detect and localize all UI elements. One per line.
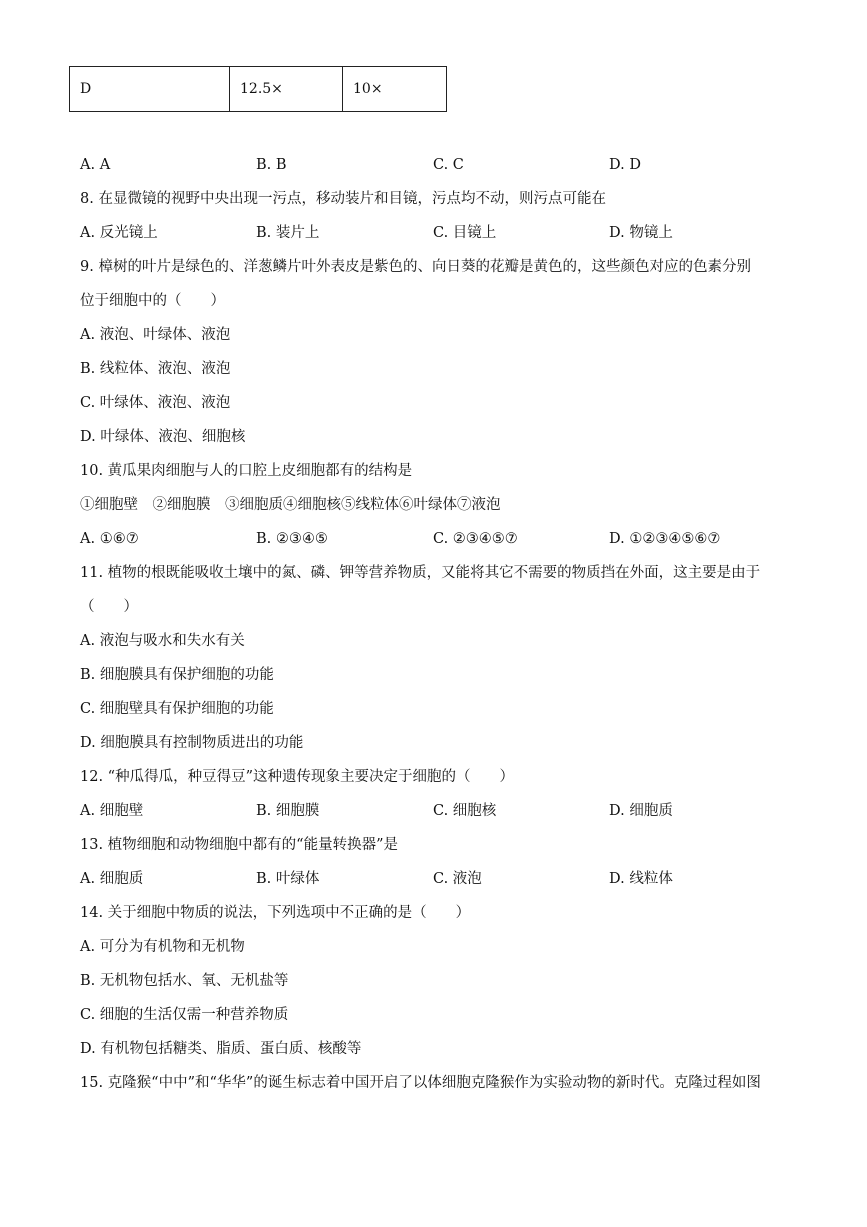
q12-option-b: B. 细胞膜 — [256, 803, 320, 819]
q10-option-d: D. ①②③④⑤⑥⑦ — [609, 531, 721, 547]
q11-stem-line2: （ ） — [80, 599, 138, 615]
q13-option-b: B. 叶绿体 — [256, 871, 320, 887]
q7-option-c: C. C — [433, 157, 464, 173]
q11-option-d: D. 细胞膜具有控制物质进出的功能 — [80, 735, 304, 751]
q11-option-a: A. 液泡与吸水和失水有关 — [80, 633, 245, 649]
q12-option-c: C. 细胞核 — [433, 803, 497, 819]
table-cell-objective: 10× — [343, 67, 447, 112]
q8-option-a: A. 反光镜上 — [80, 225, 158, 241]
table-cell-option: D — [70, 67, 230, 112]
q13-option-a: A. 细胞质 — [80, 871, 144, 887]
q9-option-b: B. 线粒体、液泡、液泡 — [80, 361, 231, 377]
q14-option-d: D. 有机物包括糖类、脂质、蛋白质、核酸等 — [80, 1041, 362, 1057]
q10-stem: 10. 黄瓜果肉细胞与人的口腔上皮细胞都有的结构是 — [80, 463, 413, 479]
q14-option-c: C. 细胞的生活仅需一种营养物质 — [80, 1007, 289, 1023]
q9-option-c: C. 叶绿体、液泡、液泡 — [80, 395, 231, 411]
q15-stem: 15. 克隆猴“中中”和“华华”的诞生标志着中国开启了以体细胞克隆猴作为实验动物的新时代。克隆过程如图 — [80, 1075, 761, 1091]
q10-structure-list: ①细胞壁 ②细胞膜 ③细胞质④细胞核⑤线粒体⑥叶绿体⑦液泡 — [80, 497, 501, 513]
q8-option-b: B. 装片上 — [256, 225, 320, 241]
q13-option-d: D. 线粒体 — [609, 871, 673, 887]
table-cell-eyepiece: 12.5× — [230, 67, 343, 112]
q7-option-b: B. B — [256, 157, 287, 173]
q12-stem: 12. “种瓜得瓜，种豆得豆”这种遗传现象主要决定于细胞的（ ） — [80, 769, 514, 785]
q12-option-a: A. 细胞壁 — [80, 803, 144, 819]
q14-stem: 14. 关于细胞中物质的说法，下列选项中不正确的是（ ） — [80, 905, 471, 921]
q10-option-c: C. ②③④⑤⑦ — [433, 531, 518, 547]
table-row — [70, 67, 447, 112]
q8-stem: 8. 在显微镜的视野中央出现一污点，移动装片和目镜，污点均不动，则污点可能在 — [80, 191, 606, 207]
q9-stem-line2: 位于细胞中的（ ） — [80, 293, 225, 309]
q12-option-d: D. 细胞质 — [609, 803, 673, 819]
q7-option-a: A. A — [80, 157, 111, 173]
q11-stem-line1: 11. 植物的根既能吸收土壤中的氮、磷、钾等营养物质，又能将其它不需要的物质挡在外面，这主要是由于 — [80, 565, 761, 581]
q10-option-a: A. ①⑥⑦ — [80, 531, 139, 547]
q14-option-a: A. 可分为有机物和无机物 — [80, 939, 245, 955]
q8-option-c: C. 目镜上 — [433, 225, 497, 241]
q10-option-b: B. ②③④⑤ — [256, 531, 328, 547]
q11-option-c: C. 细胞壁具有保护细胞的功能 — [80, 701, 274, 717]
q11-option-b: B. 细胞膜具有保护细胞的功能 — [80, 667, 274, 683]
q13-stem: 13. 植物细胞和动物细胞中都有的“能量转换器”是 — [80, 837, 398, 853]
q9-option-a: A. 液泡、叶绿体、液泡 — [80, 327, 231, 343]
q14-option-b: B. 无机物包括水、氧、无机盐等 — [80, 973, 289, 989]
q13-option-c: C. 液泡 — [433, 871, 482, 887]
q9-stem-line1: 9. 樟树的叶片是绿色的、洋葱鳞片叶外表皮是紫色的、向日葵的花瓣是黄色的，这些颜色对应的色素分别 — [80, 259, 751, 275]
q8-option-d: D. 物镜上 — [609, 225, 673, 241]
q7-option-d: D. D — [609, 157, 641, 173]
q9-option-d: D. 叶绿体、液泡、细胞核 — [80, 429, 246, 445]
magnification-table — [69, 66, 447, 112]
